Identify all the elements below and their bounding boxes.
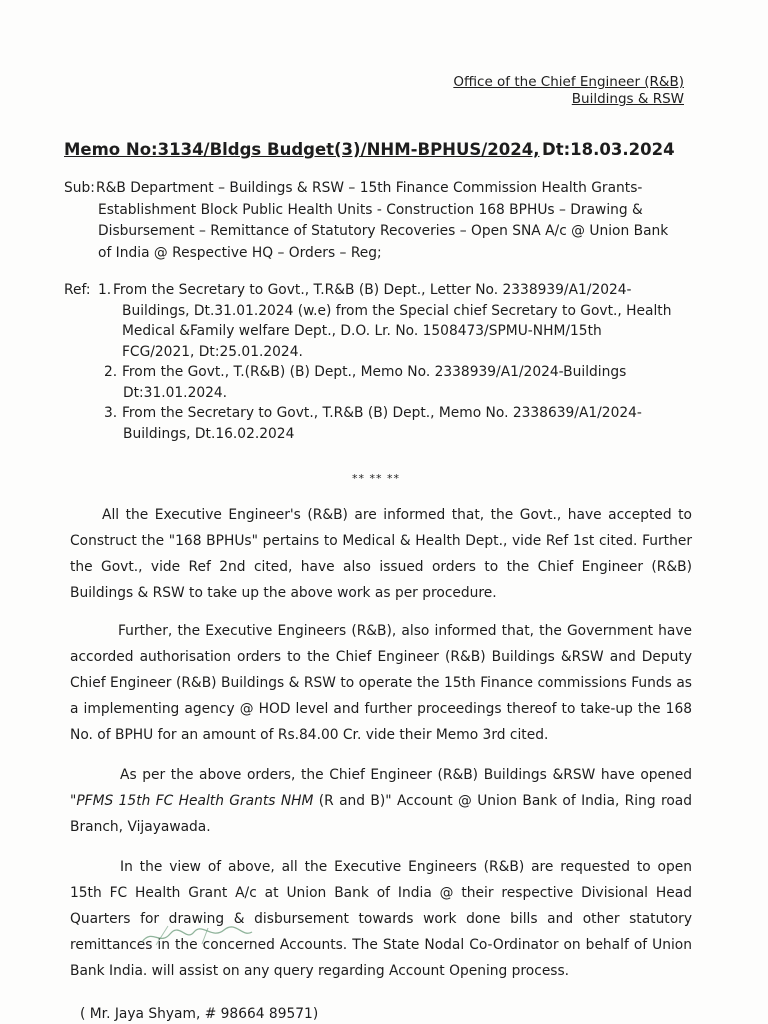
reference-number: 2.	[104, 364, 118, 380]
subject-line: Establishment Block Public Health Units - Construction 168 BPHUs – Drawing &	[98, 201, 643, 218]
references-block	[64, 280, 684, 444]
paragraph-4: In the view of above, all the Executive Engineers (R&B) are requested to open 15th FC Health Grant A/c at Union Bank of India @ their respective Divisional Head Quarters for drawing & disbursement towards work done bills and other statutory remittances in the concerned Accounts. The State Nodal Co-Ordinator on behalf of Union Bank India. will assist on any query regarding Account Opening process.	[70, 859, 692, 979]
reference-line: Medical &Family welfare Dept., D.O. Lr. No. 1508473/SPMU-NHM/15th	[122, 323, 602, 339]
memo-date: Dt:18.03.2024	[542, 140, 675, 159]
reference-item	[64, 362, 684, 403]
subject-line: Disbursement – Remittance of Statutory Recoveries – Open SNA A/c @ Union Bank	[98, 223, 669, 239]
paragraph-3-prefix: As per the above orders, the Chief Engineer (R&B) Buildings &RSW have opened "	[70, 767, 692, 809]
paragraph-3-suffix: (R and B)" Account @ Union Bank of India, Ring road Branch, Vijayawada.	[70, 793, 692, 835]
subject-label: Sub:	[64, 180, 95, 196]
subject-line: R&B Department – Buildings & RSW – 15th Finance Commission Health Grants-	[96, 180, 643, 196]
memo-number: Memo No:3134/Bldgs Budget(3)/NHM-BPHUS/2024,	[64, 140, 540, 159]
memo-line	[64, 140, 675, 159]
office-header	[453, 74, 684, 108]
office-line-2: Buildings & RSW	[571, 91, 684, 107]
office-line-1: Office of the Chief Engineer (R&B)	[453, 74, 684, 90]
reference-number: 3.	[104, 405, 118, 421]
subject-block	[64, 178, 684, 264]
reference-item	[64, 280, 684, 362]
reference-line: FCG/2021, Dt:25.01.2024.	[122, 343, 303, 360]
subject-line: of India @ Respective HQ – Orders – Reg;	[98, 244, 382, 261]
paragraph-2: Further, the Executive Engineers (R&B), also informed that, the Government have accorded authorisation orders to the Chief Engineer (R&B) Buildings &RSW and Deputy Chief Engineer (R&B) Buildings & RSW to operate the 15th Finance commissions Funds as a implementing agency @ HOD level and further proceedings thereof to take-up the 168 No. of BPHU for an amount of Rs.84.00 Cr. vide their Memo 3rd cited.	[70, 623, 692, 743]
references-label: Ref:	[64, 282, 91, 298]
reference-number: 1.	[98, 282, 112, 298]
separator: ** ** **	[352, 472, 400, 485]
contact-person: ( Mr. Jaya Shyam, # 98664 89571)	[80, 1006, 319, 1022]
reference-line: From the Secretary to Govt., T.R&B (B) Dept., Letter No. 2338939/A1/2024-	[113, 282, 632, 298]
green-ink-signature-mark	[138, 920, 258, 950]
reference-line: Buildings, Dt.31.01.2024 (w.e) from the Special chief Secretary to Govt., Health	[122, 302, 672, 319]
paragraph-3	[70, 762, 692, 840]
reference-item	[64, 403, 684, 444]
reference-line: Buildings, Dt.16.02.2024	[123, 425, 295, 442]
paragraph-1: All the Executive Engineer's (R&B) are informed that, the Govt., have accepted to Construct the "168 BPHUs" pertains to Medical & Health Dept., vide Ref 1st cited. Further the Govt., vide Ref 2nd cited, have also issued orders to the Chief Engineer (R&B) Buildings & RSW to take up the above work as per procedure.	[70, 507, 692, 601]
reference-line: From the Secretary to Govt., T.R&B (B) Dept., Memo No. 2338639/A1/2024-	[122, 405, 642, 421]
account-name: PFMS 15th FC Health Grants NHM	[76, 793, 314, 809]
reference-line: From the Govt., T.(R&B) (B) Dept., Memo No. 2338939/A1/2024-Buildings	[122, 364, 627, 380]
reference-line: Dt:31.01.2024.	[123, 384, 228, 401]
